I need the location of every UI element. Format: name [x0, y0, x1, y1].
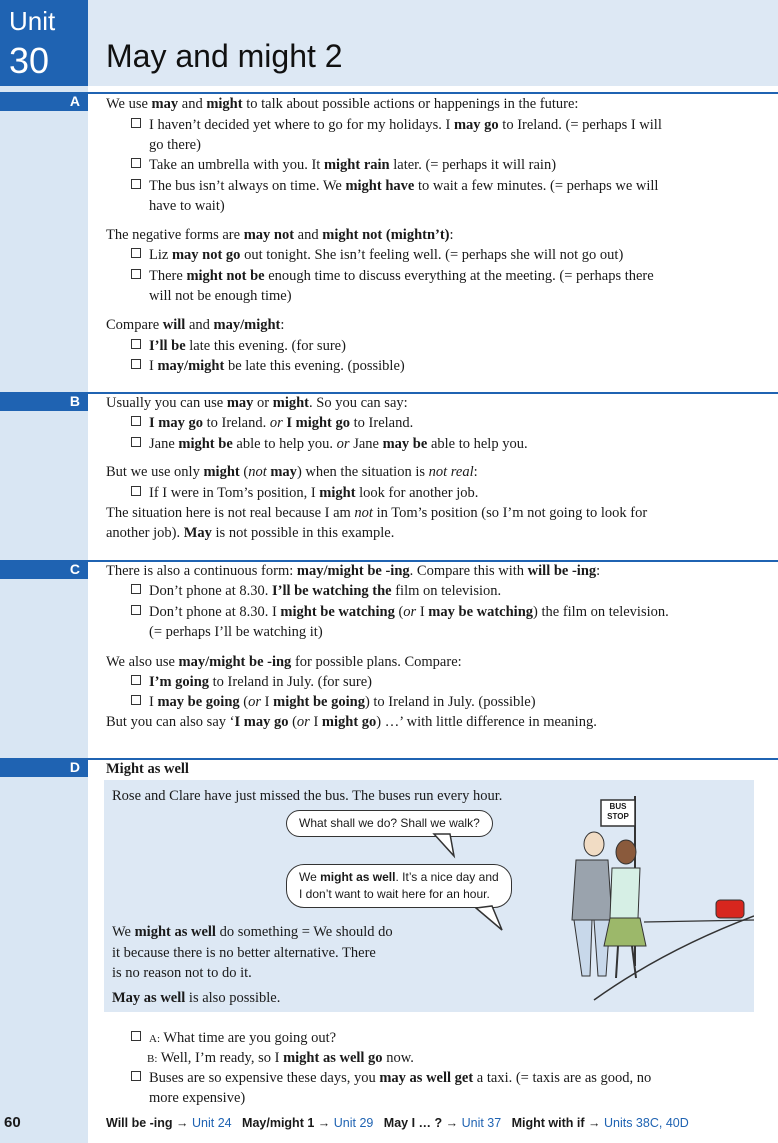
section-label-b: B	[0, 392, 88, 411]
b-only-might: But we use only might (not may) when the situation is not real:	[106, 464, 478, 480]
bullet-square-icon	[131, 1031, 141, 1041]
bullet-square-icon	[131, 359, 141, 369]
link-unit-37[interactable]: Unit 37	[461, 1116, 502, 1130]
section-label-c: C	[0, 560, 88, 579]
b-example-3: If I were in Tom’s position, I might look for another job.	[131, 483, 478, 503]
person-2-leg-left	[616, 946, 618, 978]
bullet-square-icon	[131, 675, 141, 685]
unit-badge	[0, 0, 88, 86]
b-note-2: another job). May is not possible in this example.	[106, 525, 395, 541]
a-example-2: Take an umbrella with you. It might rain later. (= perhaps it will rain)	[131, 155, 556, 175]
bullet-square-icon	[131, 158, 141, 168]
c-intro: There is also a continuous form: may/might be -ing. Compare this with will be -ing:	[106, 563, 601, 579]
a-compare-1: I’ll be late this evening. (for sure)	[131, 336, 346, 356]
bullet-square-icon	[131, 269, 141, 279]
c-example-2-cont: (= perhaps I’ll be watching it)	[149, 624, 323, 640]
page-title: May and might 2	[106, 38, 343, 74]
bullet-square-icon	[131, 339, 141, 349]
bullet-square-icon	[131, 248, 141, 258]
unit-word: Unit	[9, 6, 56, 36]
a-negative-2-cont: will not be enough time)	[149, 288, 292, 304]
d-definition-3: is no reason not to do it.	[112, 965, 252, 981]
c-plan-2: I may be going (or I might be going) to Ireland in July. (possible)	[131, 692, 536, 712]
bullet-square-icon	[131, 416, 141, 426]
d-story: Rose and Clare have just missed the bus. The buses run every hour.	[112, 788, 503, 804]
d-dialogue-b: B: Well, I’m ready, so I might as well go now.	[147, 1050, 414, 1066]
c-example-2: Don’t phone at 8.30. I might be watching (or I may be watching) the film on television.	[131, 602, 669, 622]
b-example-1: I may go to Ireland. or I might go to Ireland.	[131, 413, 413, 433]
d-definition-2: it because there is no better alternative. There	[112, 945, 376, 961]
a-negative-2: There might not be enough time to discuss everything at the meeting. (= perhaps there	[131, 266, 654, 286]
a-example-1: I haven’t decided yet where to go for my holidays. I may go to Ireland. (= perhaps I will	[131, 115, 662, 135]
d-example-taxi-cont: more expensive)	[149, 1090, 246, 1106]
bullet-square-icon	[131, 486, 141, 496]
person-2-skirt	[604, 918, 646, 946]
section-label-a: A	[0, 92, 88, 111]
b-note-1: The situation here is not real because I am not in Tom’s position (so I’m not going to look for	[106, 505, 648, 521]
bus-icon	[716, 900, 744, 918]
bullet-square-icon	[131, 118, 141, 128]
bus-stop-label: BUS STOP	[607, 802, 629, 821]
person-2-top	[610, 868, 640, 918]
c-plan-1: I’m going to Ireland in July. (for sure)	[131, 672, 372, 692]
b-intro: Usually you can use may or might. So you can say:	[106, 395, 408, 411]
page-number: 60	[4, 1114, 21, 1131]
a-negative-1: Liz may not go out tonight. She isn’t feeling well. (= perhaps she will not go out)	[131, 245, 623, 265]
d-heading: Might as well	[106, 761, 189, 777]
speech-bubble-1: What shall we do? Shall we walk?	[286, 810, 493, 837]
a-example-3-cont: have to wait)	[149, 198, 225, 214]
bubble-1-tail	[434, 834, 454, 856]
link-unit-24[interactable]: Unit 24	[192, 1116, 232, 1130]
illustration-panel	[104, 780, 754, 1012]
speech-bubble-2: We might as well. It’s a nice day and I don’t want to wait here for an hour.	[286, 864, 512, 908]
person-2-head	[616, 840, 636, 864]
bullet-square-icon	[131, 695, 141, 705]
c-example-1: Don’t phone at 8.30. I’ll be watching the film on television.	[131, 581, 501, 601]
d-dialogue-a: A: What time are you going out?	[131, 1028, 336, 1049]
a-compare-intro: Compare will and may/might:	[106, 317, 285, 333]
bullet-square-icon	[131, 437, 141, 447]
a-intro: We use may and might to talk about possible actions or happenings in the future:	[106, 96, 579, 112]
unit-number: 30	[9, 40, 50, 81]
d-example-taxi: Buses are so expensive these days, you may as well get a taxi. (= taxis are as good, no	[131, 1068, 651, 1088]
d-definition-1: We might as well do something = We should do	[112, 924, 393, 940]
person-1-leg-left	[574, 920, 592, 976]
a-example-1-cont: go there)	[149, 137, 201, 153]
section-rule-d	[88, 758, 778, 760]
a-compare-2: I may/might be late this evening. (possible)	[131, 356, 405, 376]
section-label-d: D	[0, 758, 88, 777]
bullet-square-icon	[131, 1071, 141, 1081]
b-example-2: Jane might be able to help you. or Jane may be able to help you.	[131, 434, 528, 454]
a-example-3: The bus isn’t always on time. We might have to wait a few minutes. (= perhaps we will	[131, 176, 658, 196]
a-negative-intro: The negative forms are may not and might not (mightn’t):	[106, 227, 454, 243]
person-1-head	[584, 832, 604, 856]
bullet-square-icon	[131, 605, 141, 615]
bullet-square-icon	[131, 584, 141, 594]
c-also-say: But you can also say ‘I may go (or I might go) …’ with little difference in meaning.	[106, 714, 597, 730]
link-unit-29[interactable]: Unit 29	[333, 1116, 374, 1130]
person-1-jacket	[572, 860, 612, 920]
bubble-2-tail	[476, 906, 502, 930]
footer-references: Will be -ing → Unit 24 May/might 1 → Unit 29 May I … ? → Unit 37 Might with if → Units 38C, 40D	[106, 1116, 689, 1130]
c-plans-intro: We also use may/might be -ing for possible plans. Compare:	[106, 654, 462, 670]
link-units-38c-40d[interactable]: Units 38C, 40D	[603, 1116, 689, 1130]
d-also-possible: May as well is also possible.	[112, 990, 281, 1006]
bullet-square-icon	[131, 179, 141, 189]
